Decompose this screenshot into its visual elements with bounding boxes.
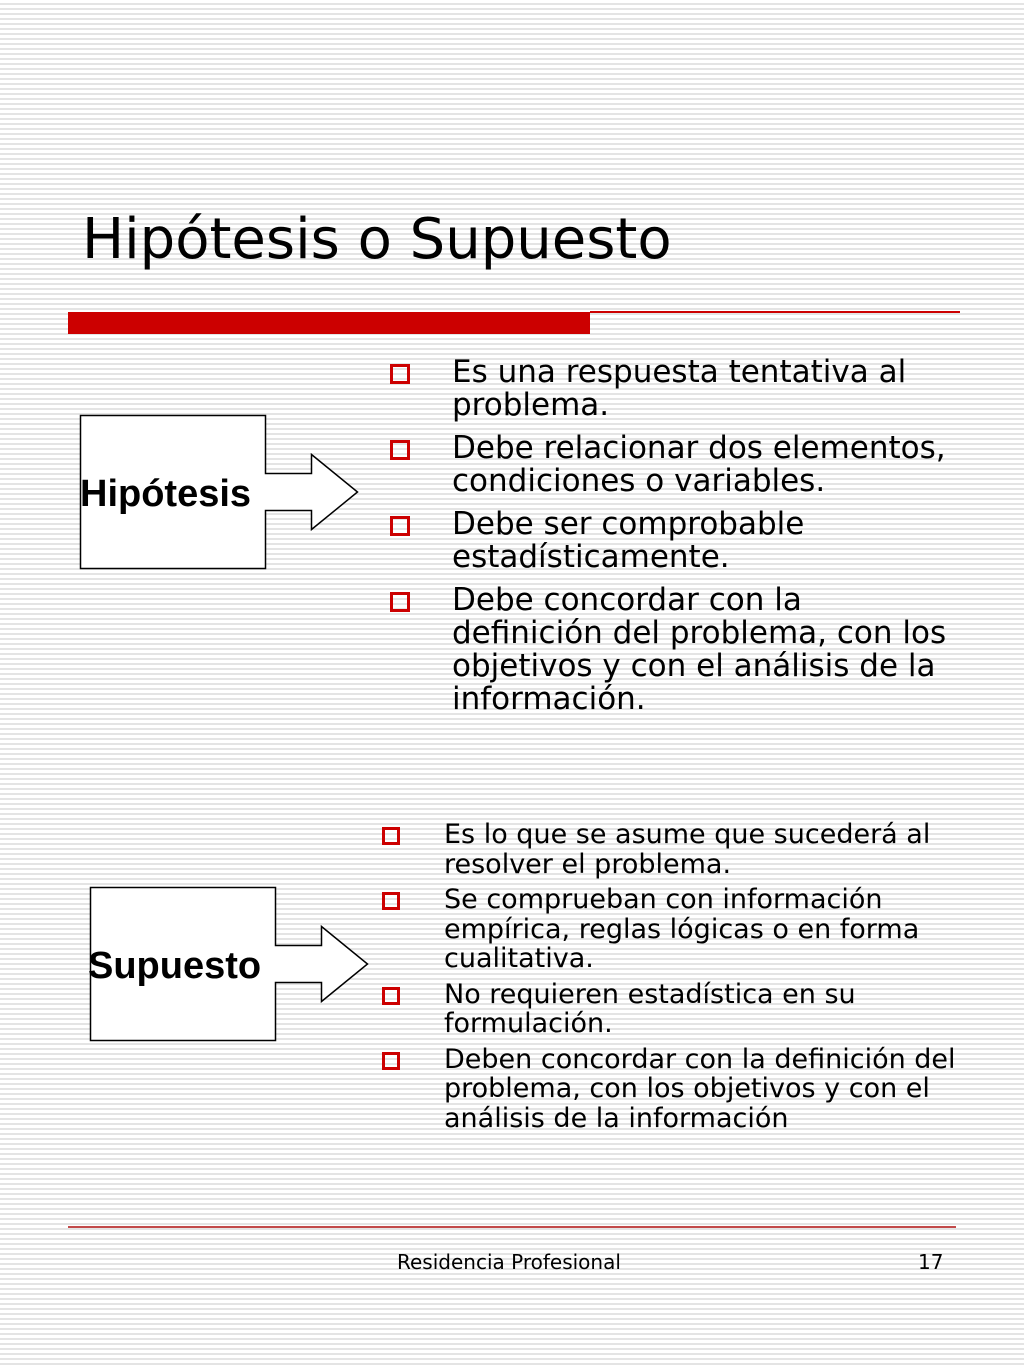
hypothesis-label: Hipótesis <box>80 473 252 515</box>
list-item <box>382 885 972 974</box>
list-item-text: Debe relacionar dos elementos, condiciones o variables. <box>452 430 946 499</box>
assumption-list <box>382 820 972 1139</box>
list-item-text: No requieren estadística en su formulación. <box>444 978 856 1039</box>
list-item <box>382 820 972 879</box>
assumption-label: Supuesto <box>88 945 262 987</box>
list-item <box>382 980 972 1039</box>
checkbox-bullet-icon <box>382 892 400 910</box>
checkbox-bullet-icon <box>382 987 400 1005</box>
page-number: 17 <box>918 1250 944 1274</box>
checkbox-bullet-icon <box>382 827 400 845</box>
list-item-text: Debe ser comprobable estadísticamente. <box>452 506 805 575</box>
list-item-text: Se comprueban con información empírica, reglas lógicas o en forma cualitativa. <box>444 884 920 974</box>
footer-divider <box>68 1226 956 1228</box>
list-item-text: Es lo que se asume que sucederá al resolver el problema. <box>444 819 931 880</box>
footer-text: Residencia Profesional <box>397 1250 621 1274</box>
slide-title: Hipótesis o Supuesto <box>82 207 672 272</box>
list-item <box>382 1045 972 1134</box>
checkbox-bullet-icon <box>382 1052 400 1070</box>
list-item-text: Deben concordar con la definición del problema, con los objetivos y con el análisis de la información <box>444 1043 956 1134</box>
list-item-text: Debe concordar con la definición del problema, con los objetivos y con el análisis de la información. <box>452 582 947 717</box>
list-item-text: Es una respuesta tentativa al problema. <box>452 354 907 423</box>
